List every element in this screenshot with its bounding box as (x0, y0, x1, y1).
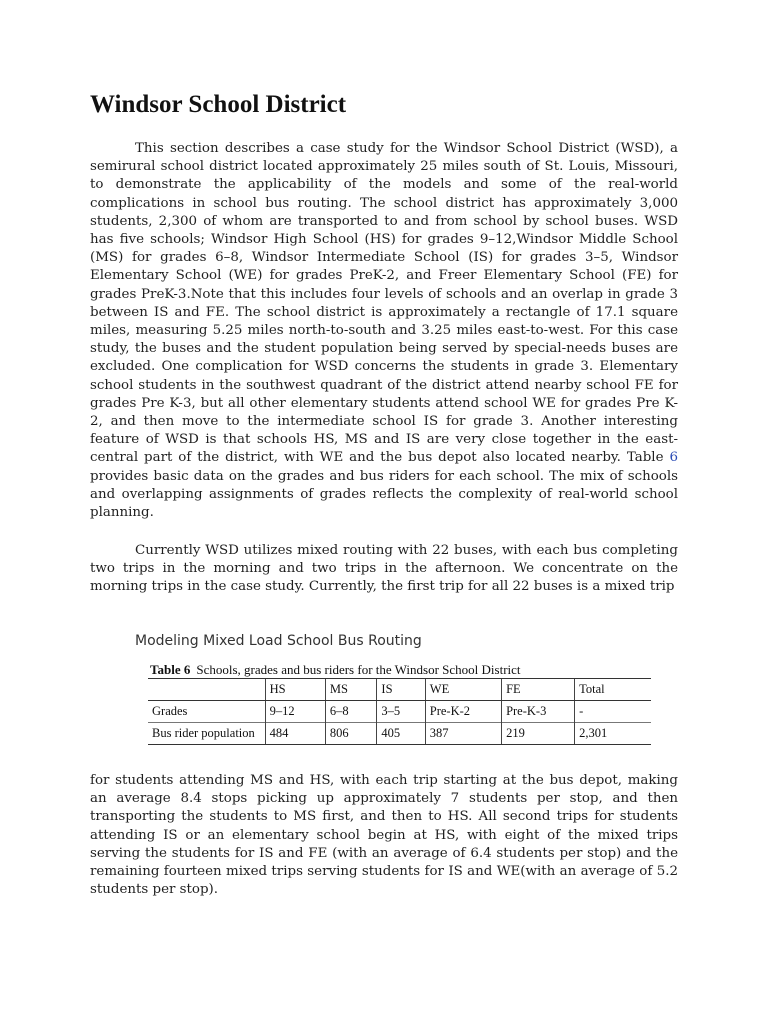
table-header-cell: FE (502, 679, 575, 701)
table-cell: 387 (425, 723, 501, 745)
table-cell: 405 (377, 723, 425, 745)
table-cell: Pre-K-3 (502, 701, 575, 723)
table-cell: 6–8 (325, 701, 377, 723)
paragraph-intro (90, 140, 678, 522)
table-cell: 219 (502, 723, 575, 745)
table-header-cell: HS (265, 679, 325, 701)
table-cell: Grades (148, 701, 265, 723)
table-caption-label: Table 6 (150, 662, 191, 677)
table-header-row (148, 679, 651, 701)
table-cell: - (575, 701, 651, 723)
table-cell: Pre-K-2 (425, 701, 501, 723)
page-title: Windsor School District (90, 91, 347, 118)
table-header-cell: MS (325, 679, 377, 701)
table-header-cell: WE (425, 679, 501, 701)
table-row (148, 701, 651, 723)
table-row (148, 723, 651, 745)
paragraph-routing: Currently WSD utilizes mixed routing with 22 buses, with each bus completing two trips in the morning and two trips in the afternoon. We concentrate on the morning trips in the case study. Currently, the first trip for all 22 buses is a mixed trip (90, 543, 678, 595)
running-header: Modeling Mixed Load School Bus Routing (135, 633, 422, 649)
table-cell: 9–12 (265, 701, 325, 723)
table-header-cell: Total (575, 679, 651, 701)
table-caption-text: Schools, grades and bus riders for the Windsor School District (196, 662, 521, 677)
table-cell: 484 (265, 723, 325, 745)
table-cell: Bus rider population (148, 723, 265, 745)
table-cell: 806 (325, 723, 377, 745)
table-header-cell (148, 679, 265, 701)
schools-table (148, 678, 651, 745)
table-cell: 2,301 (575, 723, 651, 745)
table-header-cell: IS (377, 679, 425, 701)
paragraph-intro-text: This section describes a case study for the Windsor School District (WSD), a semirural school district located approximately 25 miles south of St. Louis, Missouri, to demonstrate the applicability of the models and some of the real-world complications in school bus routing. The school district has approximately 3,000 students, 2,300 of whom are transported to and from school by school buses. WSD has five schools; Windsor High School (HS) for grades 9–12,Windsor Middle School (MS) for grades 6–8, Windsor Intermediate School (IS) for grades 3–5, Windsor Elementary School (WE) for grades PreK-2, and Freer Elementary School (FE) for grades PreK-3.Note that this includes four levels of schools and an overlap in grade 3 between IS and FE. The school district is approximately a rectangle of 17.1 square miles, measuring 5.25 miles north-to-south and 3.25 miles east-to-west. For this case study, the buses and the student population being served by special-needs buses are excluded. One complication for WSD concerns the students in grade 3. Elementary school students in the southwest quadrant of the district attend nearby school FE for grades Pre K-3, but all other elementary students attend school WE for grades Pre K-2, and then move to the intermediate school IS for grade 3. Another interesting feature of WSD is that schools HS, MS and IS are very close together in the east-central part of the district, with WE and the bus depot also located nearby. Table (90, 141, 678, 466)
paragraph-intro-text-end: provides basic data on the grades and bus riders for each school. The mix of schools and overlapping assignments of grades reflects the complexity of real-world school planning. (90, 468, 678, 521)
table-reference-link[interactable]: 6 (669, 450, 678, 466)
paragraph-trips: for students attending MS and HS, with each trip starting at the bus depot, making an average 8.4 stops picking up approximately 7 students per stop, and then transporting the students to MS first, and then to HS. All second trips for students attending IS or an elementary school begin at HS, with eight of the mixed trips serving the students for IS and FE (with an average of 6.4 students per stop) and the remaining fourteen mixed trips serving students for IS and WE(with an average of 5.2 students per stop). (90, 773, 678, 898)
table-caption (150, 662, 521, 678)
table-cell: 3–5 (377, 701, 425, 723)
